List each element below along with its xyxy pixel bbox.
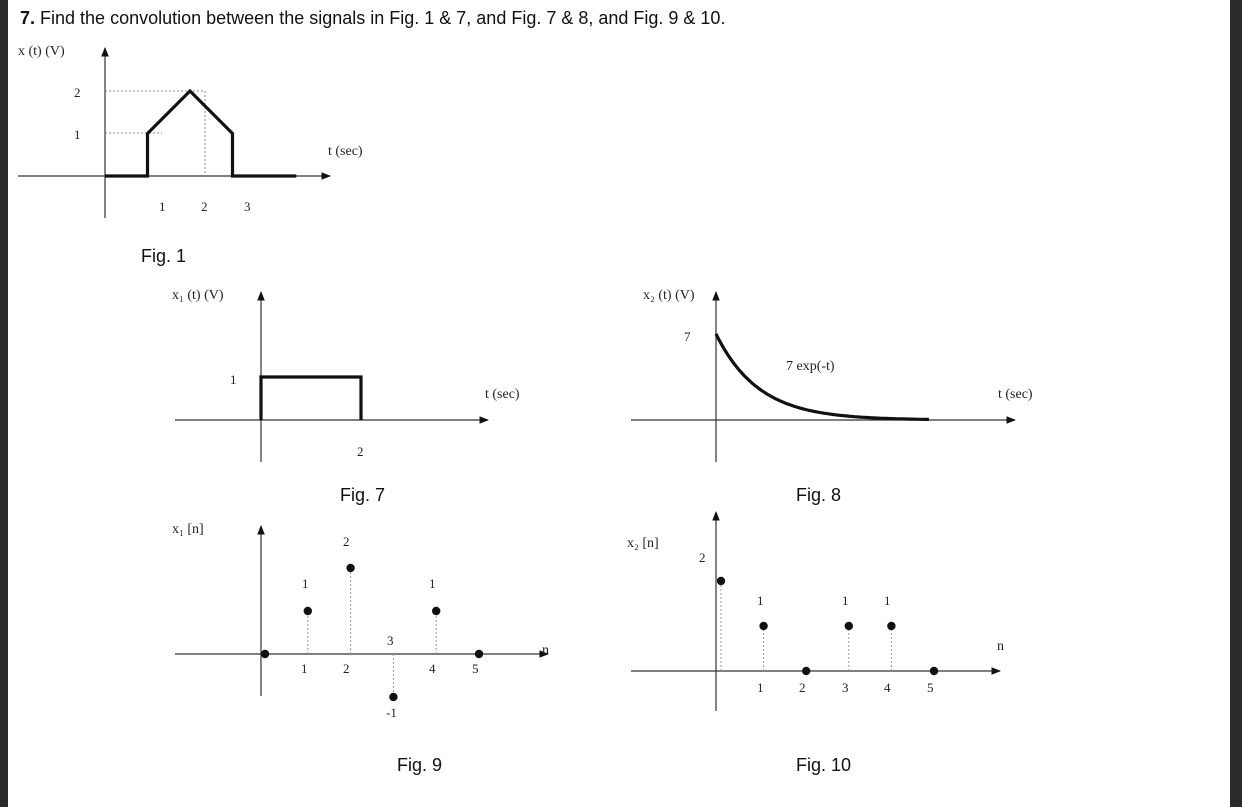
- fig9-caption: Fig. 9: [397, 755, 443, 775]
- fig1-xtick-3: 3: [244, 199, 251, 214]
- fig1-ytick-2: 2: [74, 85, 81, 100]
- fig1-xlabel: t (sec): [328, 144, 363, 159]
- fig10-xtick-4: 4: [884, 680, 891, 695]
- fig9-xlabel: n: [542, 643, 549, 658]
- fig9-plot: [172, 522, 549, 720]
- fig10-stem-label-0: 2: [699, 550, 706, 565]
- question-number: 7.: [20, 8, 36, 28]
- fig9-stem-label-3: 3: [387, 633, 394, 648]
- fig8-ylabel: x₂ (t) (V): [643, 288, 695, 303]
- fig10-stem-dot-3: [845, 622, 853, 630]
- fig9-stem-label-neg1: -1: [386, 705, 397, 720]
- fig10-caption: Fig. 10: [796, 755, 852, 775]
- fig9-xtick-4: 4: [429, 661, 436, 676]
- fig10-stems: [717, 577, 938, 675]
- fig1-plot: [18, 44, 363, 218]
- fig9-stem-dot-2: [346, 564, 354, 572]
- fig9-stem-label-2: 2: [343, 534, 350, 549]
- fig10-stem-label-4: 1: [884, 593, 891, 608]
- fig8-caption: Fig. 8: [796, 485, 842, 505]
- fig10-stem-dot-0: [717, 577, 725, 585]
- fig9-stem-label-1: 1: [302, 576, 309, 591]
- fig9-stem-dot-3: [389, 693, 397, 701]
- fig1-xtick-2: 2: [201, 199, 208, 214]
- fig7-xtick-2: 2: [357, 444, 364, 459]
- fig9-stems: [261, 564, 483, 701]
- fig10-xtick-1: 1: [757, 680, 764, 695]
- fig9-stem-dot-0: [261, 650, 269, 658]
- fig10-xtick-2: 2: [799, 680, 806, 695]
- fig10-xtick-3: 3: [842, 680, 849, 695]
- fig1-caption: Fig. 1: [141, 246, 187, 266]
- fig10-stem-label-1: 1: [757, 593, 764, 608]
- fig10-stem-dot-2: [802, 667, 810, 675]
- fig7-caption: Fig. 7: [340, 485, 386, 505]
- fig8-curve-label: 7 exp(-t): [786, 359, 835, 374]
- fig7-ylabel: x₁ (t) (V): [172, 288, 224, 303]
- fig1-xtick-1: 1: [159, 199, 166, 214]
- fig10-plot: [627, 512, 1004, 711]
- fig10-stem-dot-1: [759, 622, 767, 630]
- question-body: Find the convolution between the signals in Fig. 1 & 7, and Fig. 7 & 8, and Fig. 9 & 10.: [40, 8, 726, 28]
- fig9-stem-dot-1: [304, 607, 312, 615]
- fig7-xlabel: t (sec): [485, 387, 520, 402]
- fig9-xtick-2: 2: [343, 661, 350, 676]
- fig9-stem-dot-5: [475, 650, 483, 658]
- fig1-ylabel: x (t) (V): [18, 44, 65, 59]
- fig8-plot: [631, 288, 1033, 462]
- fig9-xtick-5: 5: [472, 661, 479, 676]
- fig7-ytick-1: 1: [230, 372, 237, 387]
- fig7-signal-line: [261, 377, 361, 420]
- fig9-ylabel: x₁ [n]: [172, 522, 204, 537]
- fig10-stem-dot-5: [930, 667, 938, 675]
- fig10-ylabel: x₂ [n]: [627, 536, 659, 551]
- fig7-plot: [172, 288, 520, 462]
- fig8-ytick-7: 7: [684, 329, 691, 344]
- fig10-xlabel: n: [997, 639, 1004, 654]
- fig9-xtick-1: 1: [301, 661, 308, 676]
- fig8-xlabel: t (sec): [998, 387, 1033, 402]
- fig8-exp-curve: [716, 334, 929, 420]
- fig10-stem-label-3: 1: [842, 593, 849, 608]
- fig9-stem-label-4: 1: [429, 576, 436, 591]
- fig1-ytick-1: 1: [74, 127, 81, 142]
- fig10-xtick-5: 5: [927, 680, 934, 695]
- fig9-stem-dot-4: [432, 607, 440, 615]
- fig10-stem-dot-4: [887, 622, 895, 630]
